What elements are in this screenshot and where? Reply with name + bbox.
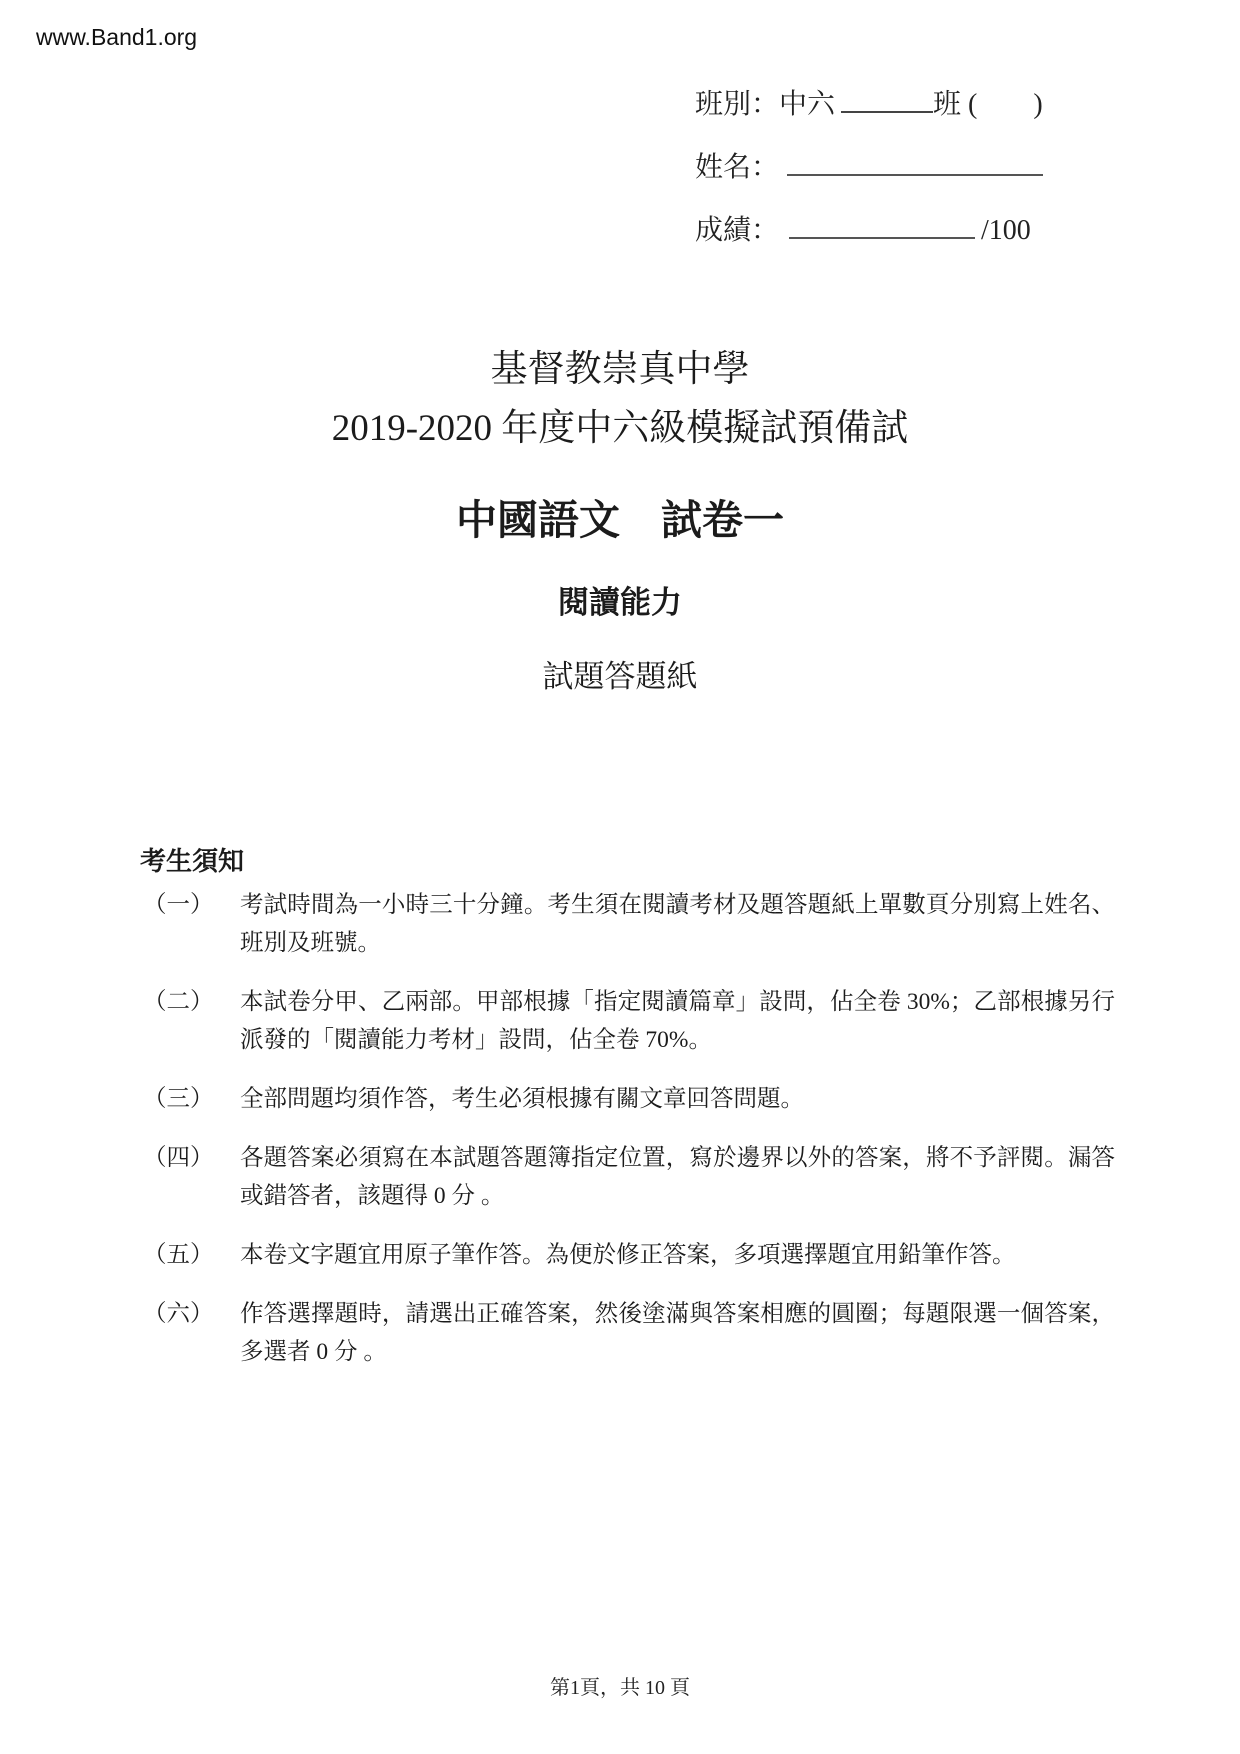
instruction-item-5 [143, 1236, 1115, 1274]
instruction-text: 本卷文字題宜用原子筆作答。為便於修正答案，多項選擇題宜用鉛筆作答。 [240, 1242, 1016, 1268]
score-denominator: /100 [981, 215, 1031, 246]
page-number-footer: 第1頁，共 10 頁 [550, 1677, 690, 1699]
class-blank-field [841, 83, 933, 113]
name-row [695, 145, 1043, 208]
instruction-item-6 [143, 1295, 1115, 1371]
instruction-item-4 [143, 1139, 1115, 1215]
candidate-notes-heading: 考生須知 [140, 847, 245, 876]
score-label: 成績： [695, 215, 780, 246]
exam-title: 2019-2020 年度中六級模擬試預備試 [331, 408, 909, 449]
class-unit: 班 [933, 89, 962, 120]
class-paren-open: ( [968, 89, 978, 120]
instruction-text: 考試時間為一小時三十分鐘。考生須在閱讀考材及題答題紙上單數頁分別寫上姓名、班別及班號。 [240, 892, 1115, 956]
score-blank-field [789, 209, 975, 239]
site-watermark: www.Band1.org [36, 24, 198, 50]
class-paren-close: ) [1033, 89, 1043, 120]
class-label: 班別：中六 [695, 89, 836, 120]
instruction-number: （一） [143, 892, 214, 918]
subject-paper-title: 中國語文 試卷一 [456, 497, 784, 543]
class-row [695, 82, 1043, 145]
instruction-text: 全部問題均須作答，考生必須根據有關文章回答問題。 [240, 1086, 804, 1112]
instruction-item-1 [143, 886, 1115, 962]
instruction-item-3 [143, 1080, 1115, 1118]
instruction-text: 各題答案必須寫在本試題答題簿指定位置，寫於邊界以外的答案，將不予評閱。漏答或錯答者，該題得 0 分 。 [240, 1145, 1115, 1209]
instruction-number: （二） [143, 989, 214, 1015]
instruction-text: 作答選擇題時，請選出正確答案，然後塗滿與答案相應的圓圈；每題限選一個答案，多選者 0 分 。 [240, 1301, 1115, 1365]
instruction-text: 本試卷分甲、乙兩部。甲部根據「指定閱讀篇章」設問，佔全卷 30%；乙部根據另行派發的「閱讀能力考材」設問，佔全卷 70%。 [240, 989, 1115, 1053]
answer-sheet-title: 試題答題紙 [542, 659, 698, 694]
instruction-number: （六） [143, 1301, 214, 1327]
instruction-list [143, 886, 1115, 1371]
instruction-number: （五） [143, 1242, 214, 1268]
school-name: 基督教崇真中學 [490, 349, 750, 390]
name-label: 姓名： [695, 152, 780, 183]
skill-title: 閱讀能力 [558, 585, 682, 620]
student-info-block [695, 82, 1043, 271]
name-blank-field [787, 146, 1043, 176]
score-row [695, 208, 1043, 271]
instruction-number: （四） [143, 1145, 214, 1171]
instruction-number: （三） [143, 1086, 214, 1112]
instruction-item-2 [143, 983, 1115, 1059]
